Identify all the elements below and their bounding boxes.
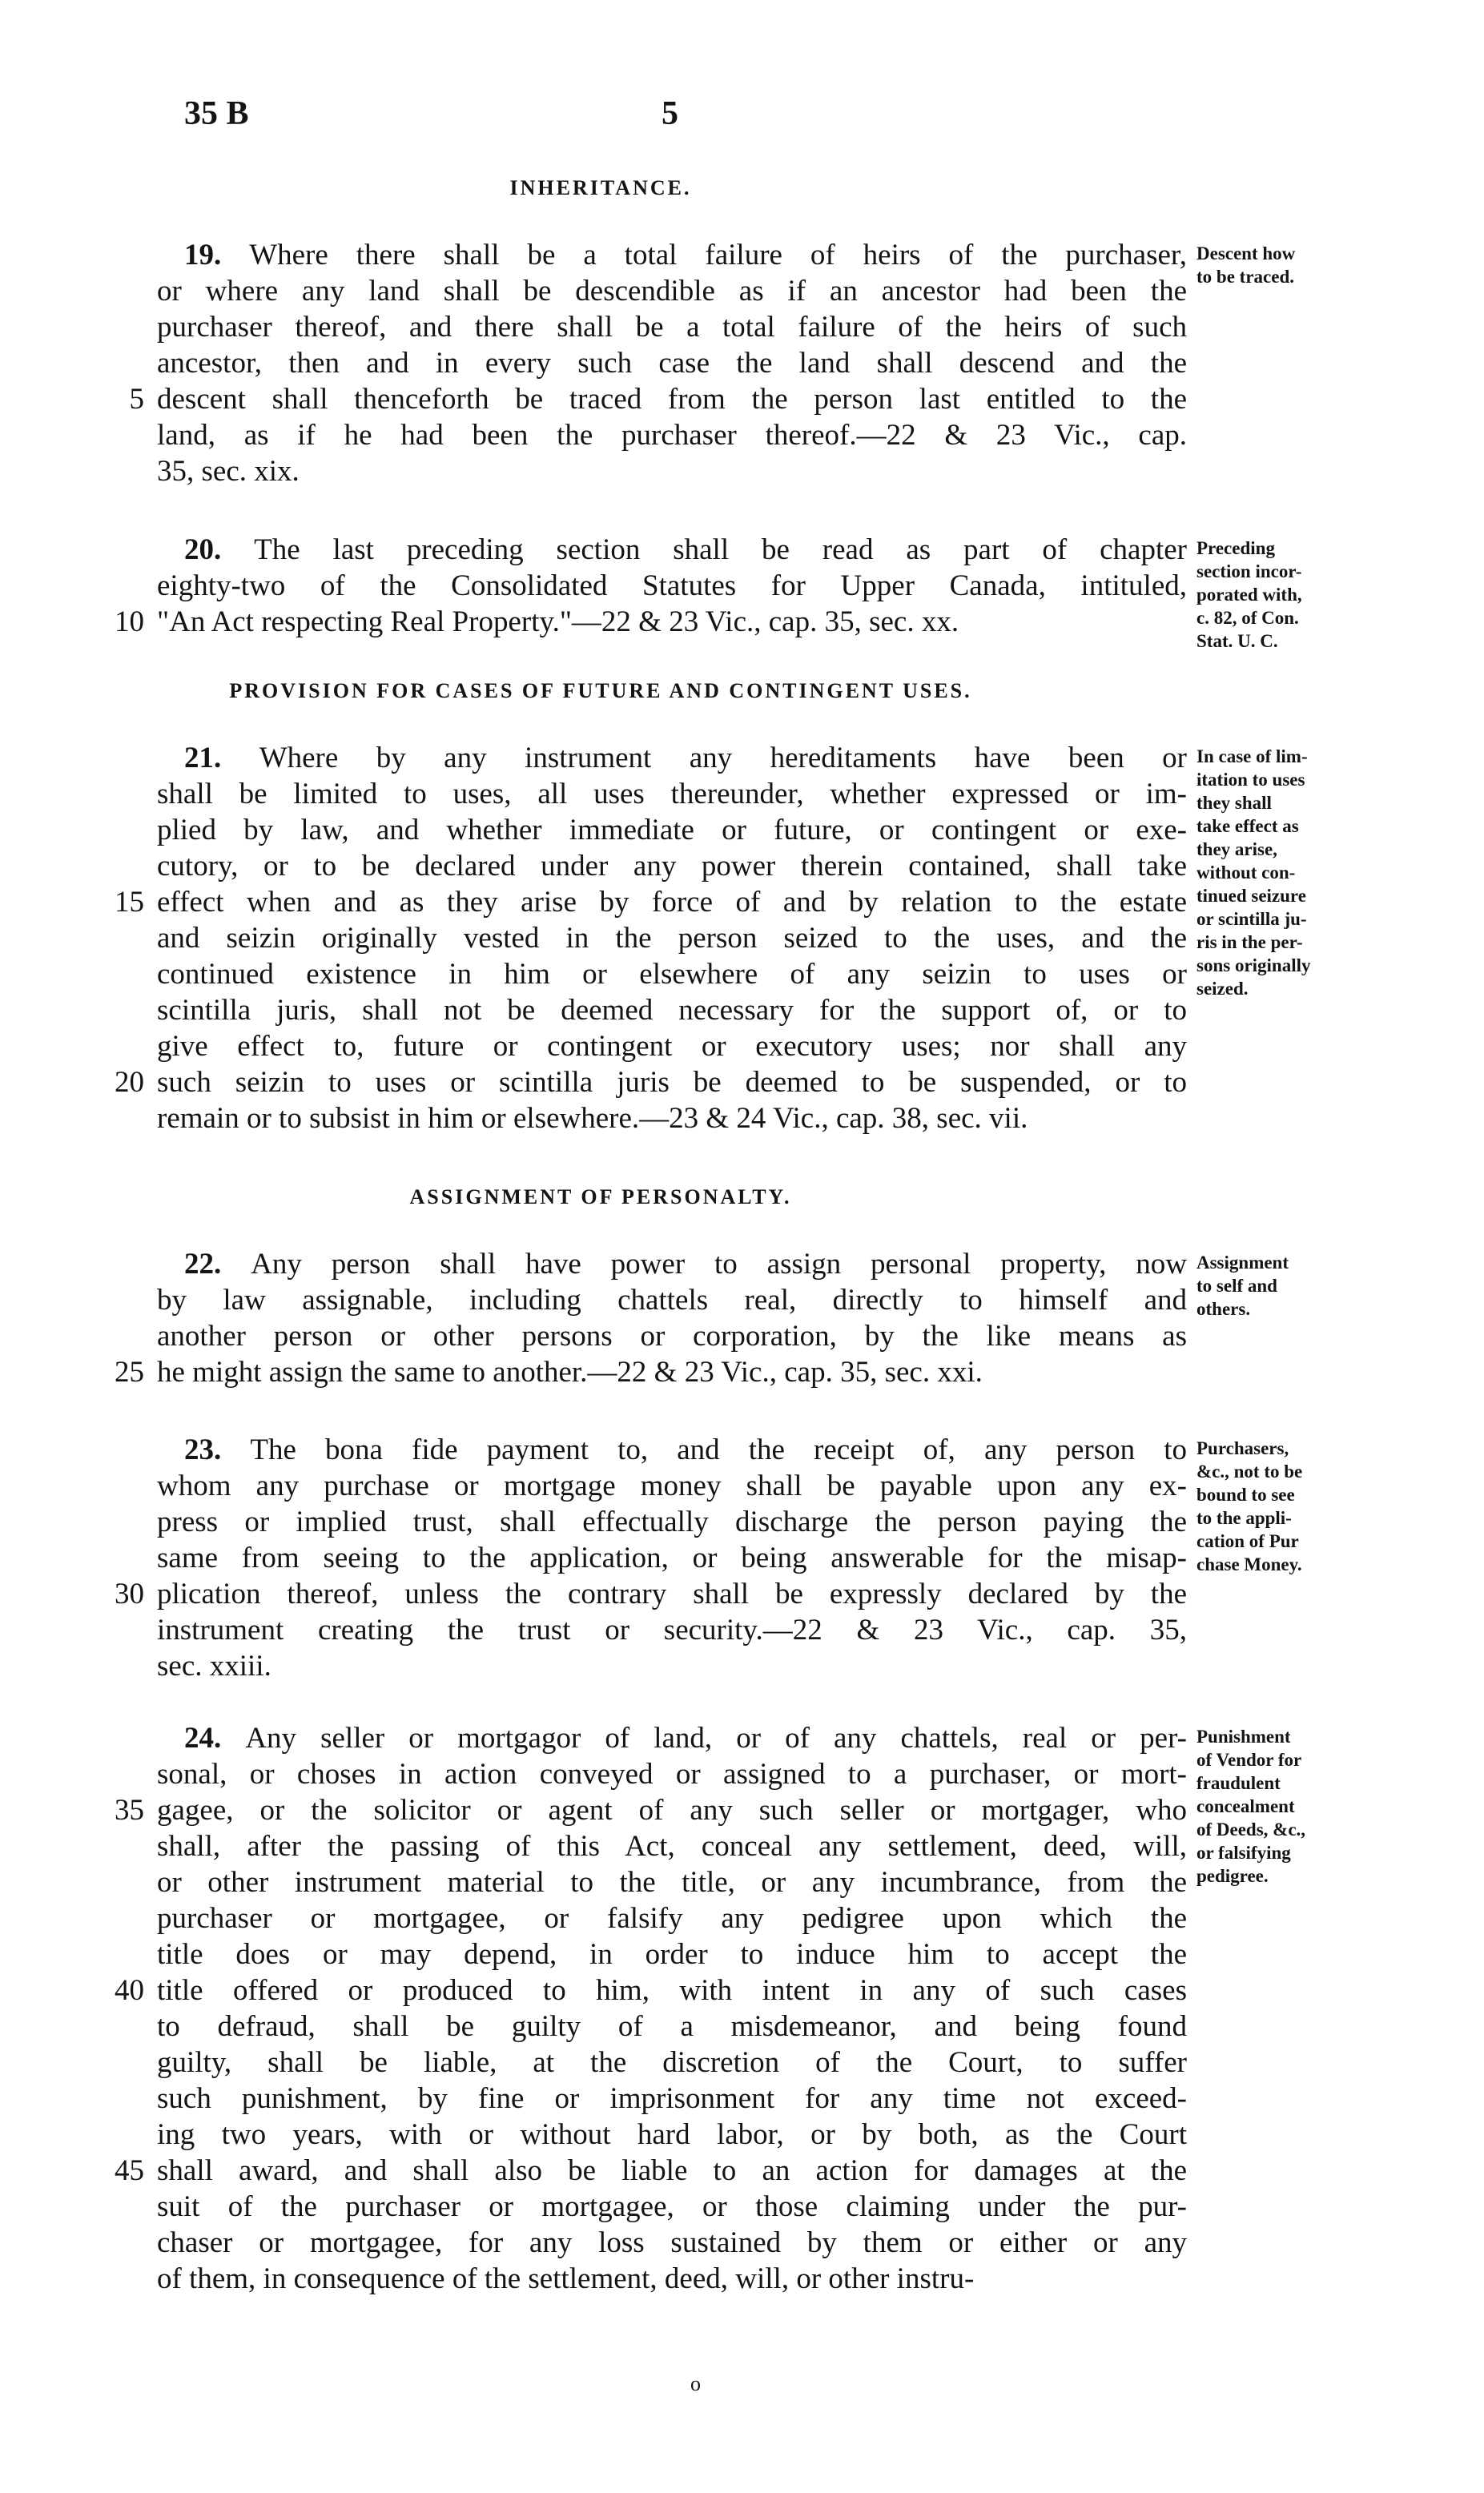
- paragraph-line: cutory, or to be declared under any power therein contained, shall take: [157, 850, 1187, 883]
- paragraph-line: suit of the purchaser or mortgagee, or those claiming under the pur-: [157, 2190, 1187, 2223]
- marginal-note-line: of Deeds, &c.,: [1196, 1819, 1306, 1840]
- paragraph-line: shall be limited to uses, all uses thereunder, whether expressed or im-: [157, 778, 1187, 810]
- paragraph-line: title does or may depend, in order to induce him to accept the: [157, 1938, 1187, 1971]
- line-number: 40: [115, 1974, 144, 2007]
- marginal-note-line: c. 82, of Con.: [1196, 608, 1299, 628]
- marginal-note-line: concealment: [1196, 1796, 1295, 1816]
- marginal-note-line: fraudulent: [1196, 1773, 1281, 1793]
- marginal-note-line: of Vendor for: [1196, 1750, 1302, 1770]
- paragraph-line: 35, sec. xix.: [157, 455, 300, 488]
- marginal-note-line: cation of Pur: [1196, 1531, 1299, 1551]
- paragraph-line: instrument creating the trust or security.—22 & 23 Vic., cap. 35,: [157, 1614, 1187, 1647]
- paragraph-line: effect when and as they arise by force of and by relation to the estate: [157, 886, 1187, 919]
- paragraph-line: another person or other persons or corporation, by the like means as: [157, 1320, 1187, 1353]
- marginal-note-line: others.: [1196, 1299, 1251, 1319]
- line-number: 45: [115, 2154, 144, 2187]
- section-number: 23.: [184, 1433, 251, 1466]
- paragraph-line: and seizin originally vested in the person seized to the uses, and the: [157, 922, 1187, 955]
- marginal-note-line: take effect as: [1196, 816, 1299, 836]
- marginal-note-line: or scintilla ju-: [1196, 909, 1307, 929]
- paragraph-line: or where any land shall be descendible as if an ancestor had been the: [157, 275, 1187, 308]
- marginal-note-line: Stat. U. C.: [1196, 631, 1278, 651]
- marginal-note: [1196, 1725, 1469, 1888]
- paragraph-line: by law assignable, including chattels real, directly to himself and: [157, 1284, 1187, 1317]
- section-number: 19.: [184, 239, 250, 271]
- paragraph-line: he might assign the same to another.—22 & 23 Vic., cap. 35, sec. xxi.: [157, 1356, 983, 1389]
- line-text: Any seller or mortgagor of land, or of any chattels, real or per-: [245, 1722, 1187, 1755]
- marginal-note-line: they arise,: [1196, 839, 1277, 859]
- section-number: 24.: [184, 1722, 246, 1755]
- page-header-left: 35 B: [184, 95, 249, 132]
- line-number: 5: [129, 383, 144, 416]
- section-heading: INHERITANCE.: [509, 176, 692, 199]
- section-number: 20.: [184, 533, 255, 566]
- marginal-note-line: porated with,: [1196, 585, 1302, 605]
- paragraph-line: purchaser thereof, and there shall be a total failure of the heirs of such: [157, 311, 1187, 344]
- line-text: Where by any instrument any hereditaments have been or: [259, 742, 1188, 774]
- marginal-note: [1196, 537, 1469, 653]
- marginal-note-line: Descent how: [1196, 243, 1296, 263]
- marginal-note-line: Purchasers,: [1196, 1438, 1289, 1458]
- paragraph-line: shall award, and shall also be liable to an action for damages at the: [157, 2154, 1187, 2187]
- marginal-note-line: itation to uses: [1196, 770, 1305, 790]
- line-number: 30: [115, 1578, 144, 1610]
- marginal-note-line: to the appli-: [1196, 1508, 1292, 1528]
- marginal-note-line: sons originally: [1196, 955, 1311, 975]
- paragraph-line: [184, 237, 1187, 273]
- marginal-note-line: pedigree.: [1196, 1866, 1269, 1886]
- paragraph-line: scintilla juris, shall not be deemed necessary for the support of, or to: [157, 994, 1187, 1027]
- section-heading: ASSIGNMENT OF PERSONALTY.: [409, 1185, 792, 1208]
- paragraph-line: press or implied trust, shall effectually discharge the person paying the: [157, 1506, 1187, 1538]
- paragraph-line: or other instrument material to the title, or any incumbrance, from the: [157, 1866, 1187, 1899]
- line-text: Any person shall have power to assign personal property, now: [251, 1248, 1188, 1281]
- marginal-note-line: to be traced.: [1196, 267, 1294, 287]
- paragraph-line: sec. xxiii.: [157, 1650, 271, 1683]
- paragraph-line: purchaser or mortgagee, or falsify any pedigree upon which the: [157, 1902, 1187, 1935]
- paragraph-line: [184, 740, 1187, 776]
- paragraph-line: same from seeing to the application, or being answerable for the misap-: [157, 1542, 1187, 1574]
- marginal-note-line: to self and: [1196, 1276, 1277, 1296]
- section-number: 21.: [184, 742, 259, 774]
- paragraph-line: "An Act respecting Real Property."—22 & 23 Vic., cap. 35, sec. xx.: [157, 605, 959, 638]
- paragraph-line: shall, after the passing of this Act, conceal any settlement, deed, will,: [157, 1830, 1187, 1863]
- marginal-note: [1196, 745, 1469, 1000]
- marginal-note-line: chase Money.: [1196, 1554, 1302, 1574]
- line-text: The last preceding section shall be read as part of chapter: [254, 533, 1187, 566]
- marginal-note-line: Punishment: [1196, 1727, 1291, 1747]
- paragraph-line: [184, 1720, 1187, 1756]
- marginal-note-line: without con-: [1196, 862, 1296, 883]
- paragraph-line: continued existence in him or elsewhere of any seizin to uses or: [157, 958, 1187, 991]
- paragraph-line: to defraud, shall be guilty of a misdemeanor, and being found: [157, 2010, 1187, 2043]
- paragraph-line: such punishment, by fine or imprisonment for any time not exceed-: [157, 2082, 1187, 2115]
- paragraph-line: plied by law, and whether immediate or future, or contingent or exe-: [157, 814, 1187, 846]
- marginal-note-line: seized.: [1196, 979, 1249, 999]
- paragraph-line: descent shall thenceforth be traced from the person last entitled to the: [157, 383, 1187, 416]
- section-number: 22.: [184, 1248, 251, 1281]
- paragraph-line: [184, 532, 1187, 568]
- section-heading: PROVISION FOR CASES OF FUTURE AND CONTINGENT USES.: [229, 679, 972, 702]
- marginal-note-line: &c., not to be: [1196, 1462, 1303, 1482]
- paragraph-line: plication thereof, unless the contrary shall be expressly declared by the: [157, 1578, 1187, 1610]
- page-number: 5: [662, 95, 678, 132]
- marginal-note-line: ris in the per-: [1196, 932, 1303, 952]
- marginal-note-line: section incor-: [1196, 561, 1302, 581]
- paragraph-line: remain or to subsist in him or elsewhere.—23 & 24 Vic., cap. 38, sec. vii.: [157, 1102, 1028, 1135]
- line-number: 20: [115, 1066, 144, 1099]
- marginal-note-line: or falsifying: [1196, 1843, 1291, 1863]
- marginal-note: [1196, 1251, 1469, 1321]
- line-number: 10: [115, 605, 144, 638]
- paragraph-line: [184, 1432, 1187, 1468]
- line-number: 35: [115, 1794, 144, 1827]
- paragraph-line: chaser or mortgagee, for any loss sustained by them or either or any: [157, 2226, 1187, 2259]
- paragraph-line: guilty, shall be liable, at the discretion of the Court, to suffer: [157, 2046, 1187, 2079]
- marginal-note-line: Preceding: [1196, 538, 1275, 558]
- paragraph-line: ancestor, then and in every such case the land shall descend and the: [157, 347, 1187, 380]
- marginal-note: [1196, 242, 1469, 288]
- paragraph-line: eighty-two of the Consolidated Statutes for Upper Canada, intituled,: [157, 569, 1187, 602]
- paragraph-line: land, as if he had been the purchaser thereof.—22 & 23 Vic., cap.: [157, 419, 1187, 452]
- paragraph-line: sonal, or choses in action conveyed or assigned to a purchaser, or mort-: [157, 1758, 1187, 1791]
- paragraph-line: title offered or produced to him, with intent in any of such cases: [157, 1974, 1187, 2007]
- marginal-note-line: bound to see: [1196, 1485, 1295, 1505]
- line-text: Where there shall be a total failure of heirs of the purchaser,: [249, 239, 1187, 271]
- line-number: 15: [115, 886, 144, 919]
- marginal-note-line: tinued seizure: [1196, 886, 1306, 906]
- paragraph-line: [184, 1246, 1187, 1282]
- line-number: 25: [115, 1356, 144, 1389]
- footer-mark: o: [690, 2372, 701, 2395]
- paragraph-line: such seizin to uses or scintilla juris be deemed to be suspended, or to: [157, 1066, 1187, 1099]
- paragraph-line: gagee, or the solicitor or agent of any such seller or mortgager, who: [157, 1794, 1187, 1827]
- paragraph-line: ing two years, with or without hard labor, or by both, as the Court: [157, 2118, 1187, 2151]
- paragraph-line: whom any purchase or mortgage money shall be payable upon any ex-: [157, 1470, 1187, 1502]
- paragraph-line: of them, in consequence of the settlement, deed, will, or other instru-: [157, 2262, 975, 2295]
- marginal-note-line: they shall: [1196, 793, 1272, 813]
- marginal-note-line: Assignment: [1196, 1253, 1289, 1273]
- marginal-note-line: In case of lim-: [1196, 746, 1308, 766]
- paragraph-line: give effect to, future or contingent or executory uses; nor shall any: [157, 1030, 1187, 1063]
- line-text: The bona fide payment to, and the receipt of, any person to: [250, 1433, 1188, 1466]
- marginal-note: [1196, 1437, 1469, 1576]
